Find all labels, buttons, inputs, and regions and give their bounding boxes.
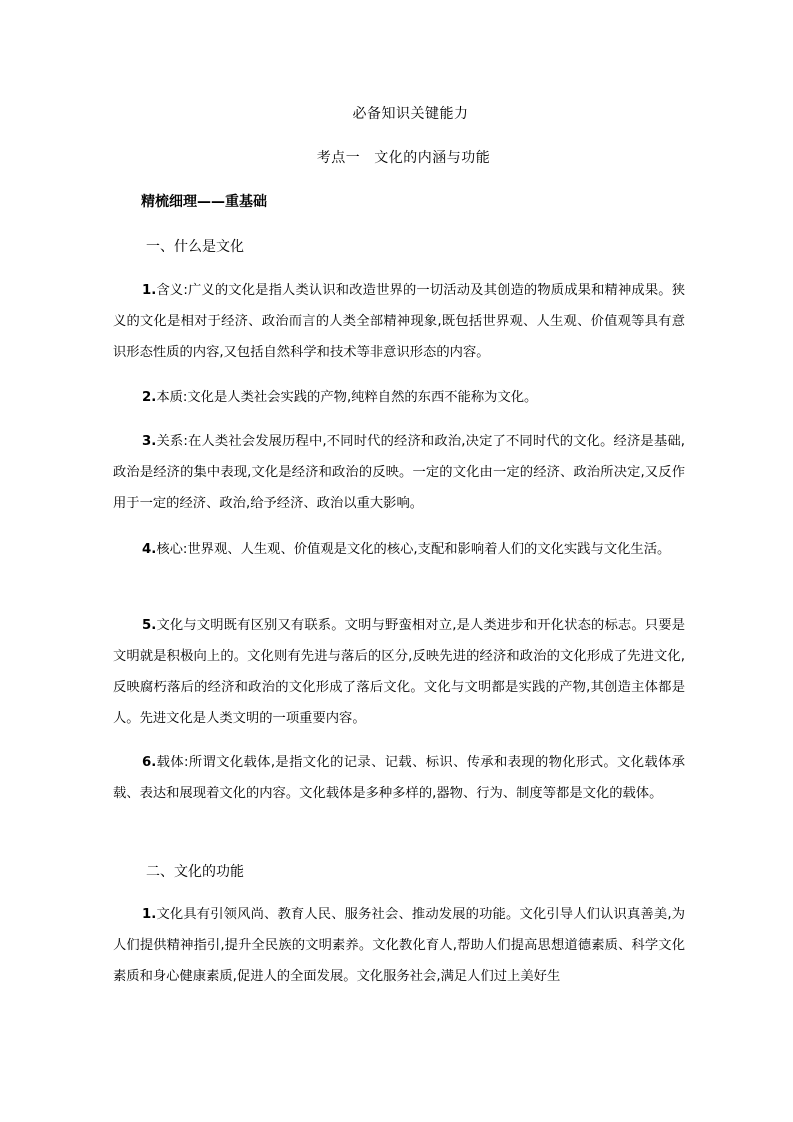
paragraph-text: 核心:世界观、人生观、价值观是文化的核心,支配和影响着人们的文化实践与文化生活。 (156, 542, 671, 557)
paragraph-text: 载体:所谓文化载体,是指文化的记录、记载、标识、传承和表现的物化形式。文化载体承载、表达和展现着文化的内容。文化载体是多种多样的,器物、行为、制度等都是文化的载体。 (113, 755, 685, 801)
section-name: 文化的内涵与功能 (374, 150, 491, 166)
paragraph (113, 382, 685, 413)
paragraph-number: 3. (142, 434, 157, 449)
paragraph-number: 6. (142, 755, 157, 770)
part2-heading: 二、文化的功能 (146, 864, 244, 880)
subsection-heading: 精梳细理——重基础 (141, 194, 267, 210)
document-title: 必备知识关键能力 (352, 106, 469, 122)
paragraph (113, 534, 685, 565)
paragraph-text: 本质:文化是人类社会实践的产物,纯粹自然的东西不能称为文化。 (156, 390, 538, 405)
paragraph-number: 1. (142, 907, 157, 922)
paragraph-text: 关系:在人类社会发展历程中,不同时代的经济和政治,决定了不同时代的文化。经济是基础,政治是经济的集中表现,文化是经济和政治的反映。一定的文化由一定的经济、政治所决定,又反作用于一定的经济、政治,给予经济、政治以重大影响。 (113, 434, 685, 511)
paragraph (113, 899, 685, 992)
paragraph-number: 2. (142, 390, 157, 405)
paragraph-number: 5. (142, 618, 157, 633)
section-label: 考点一 (316, 150, 361, 166)
paragraph-text: 含义:广义的文化是指人类认识和改造世界的一切活动及其创造的物质成果和精神成果。狭义的文化是相对于经济、政治而言的人类全部精神现象,既包括世界观、人生观、价值观等具有意识形态性质的内容,又包括自然科学和技术等非意识形态的内容。 (113, 283, 685, 360)
paragraph-text: 文化与文明既有区别又有联系。文明与野蛮相对立,是人类进步和开化状态的标志。只要是文明就是积极向上的。文化则有先进与落后的区分,反映先进的经济和政治的文化形成了先进文化,反映腐朽落后的经济和政治的文化形成了落后文化。文化与文明都是实践的产物,其创造主体都是人。先进文化是人类文明的一项重要内容。 (113, 618, 685, 726)
paragraph (113, 426, 685, 519)
section-title (14, 147, 793, 167)
paragraph-number: 4. (142, 542, 157, 557)
paragraph-number: 1. (142, 283, 157, 298)
paragraph (113, 275, 685, 368)
paragraph-text: 文化具有引领风尚、教育人民、服务社会、推动发展的功能。文化引导人们认识真善美,为人们提供精神指引,提升全民族的文明素养。文化教化育人,帮助人们提高思想道德素质、科学文化素质和身心健康素质,促进人的全面发展。文化服务社会,满足人们过上美好生 (113, 907, 685, 984)
paragraph (113, 610, 685, 734)
part1-heading: 一、什么是文化 (146, 239, 244, 255)
paragraph (113, 747, 685, 809)
